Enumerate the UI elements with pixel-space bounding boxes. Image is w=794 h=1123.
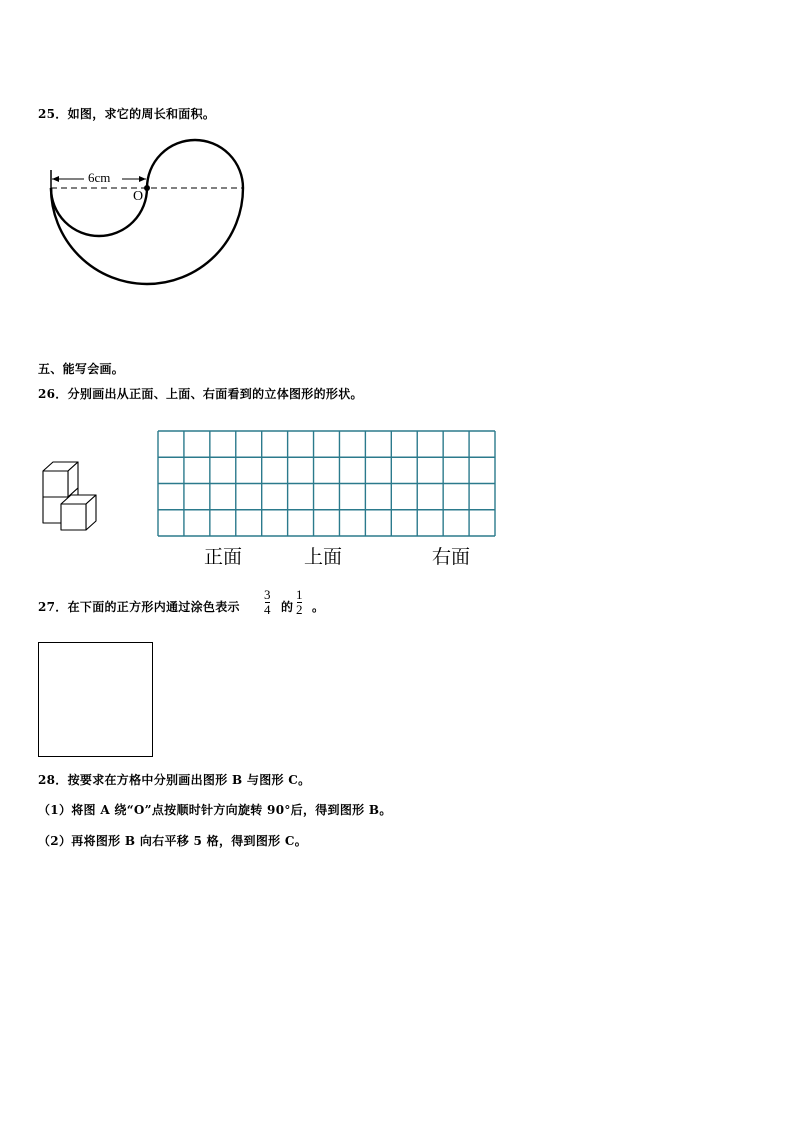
large-arc xyxy=(51,188,243,284)
fraction-1-numerator: 3 xyxy=(264,587,271,602)
arrow-right xyxy=(139,176,146,182)
question-28-text: 28．按要求在方格中分别画出图形 B 与图形 C。 xyxy=(38,773,311,787)
center-point xyxy=(144,185,150,191)
cube-stack-figure xyxy=(40,458,112,540)
question-27-prefix: 27．在下面的正方形内通过涂色表示 xyxy=(38,600,240,614)
fraction-1-denominator: 4 xyxy=(264,602,271,617)
center-label: O xyxy=(133,189,144,204)
spiral-figure xyxy=(40,130,255,290)
fraction-three-quarters xyxy=(264,588,271,617)
cube-front-face-upper xyxy=(43,471,68,497)
drawing-grid[interactable] xyxy=(157,430,496,538)
front-cube-front xyxy=(61,504,86,530)
label-front-view: 正面 xyxy=(204,546,243,568)
section-5-title: 五、能写会画。 xyxy=(38,362,125,376)
question-28-part-1: （1）将图 A 绕“O”点按顺时针方向旋转 90°后，得到图形 B。 xyxy=(38,803,392,817)
upper-arc xyxy=(147,140,243,188)
label-right-view: 右面 xyxy=(432,546,471,568)
arrow-left xyxy=(52,176,59,182)
question-25-text: 25．如图，求它的周长和面积。 xyxy=(38,107,216,121)
shading-square[interactable] xyxy=(38,642,153,757)
label-top-view: 上面 xyxy=(304,546,343,568)
question-27-suffix: 。 xyxy=(312,600,325,614)
fraction-2-denominator: 2 xyxy=(296,602,303,617)
question-26-text: 26．分别画出从正面、上面、右面看到的立体图形的形状。 xyxy=(38,387,363,401)
fraction-2-numerator: 1 xyxy=(296,587,303,602)
question-27-middle: 的 xyxy=(281,600,294,614)
dimension-label: 6cm xyxy=(88,170,111,185)
fraction-one-half xyxy=(296,588,303,617)
question-28-part-2: （2）再将图形 B 向右平移 5 格，得到图形 C。 xyxy=(38,834,308,848)
